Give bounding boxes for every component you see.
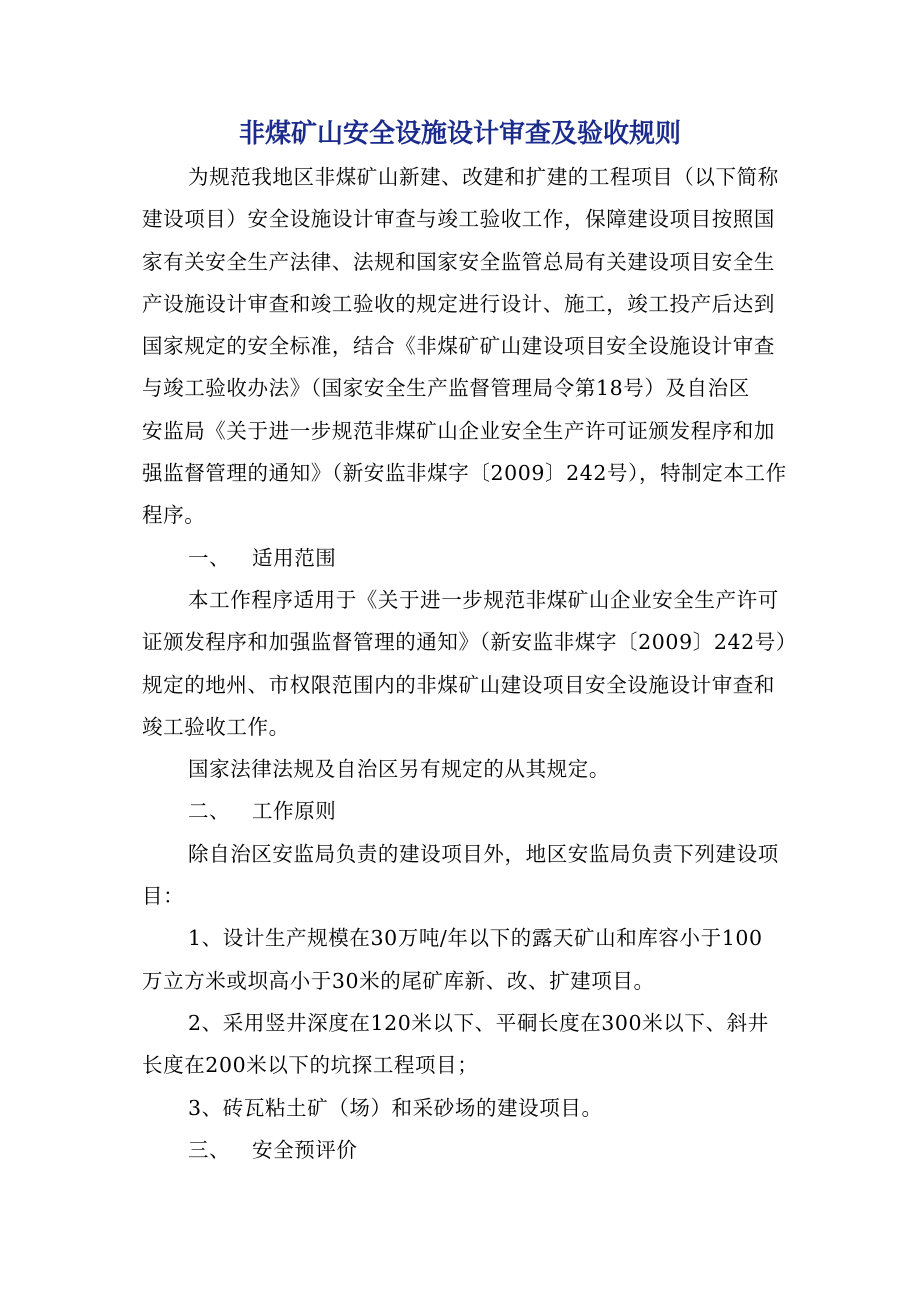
- section-heading-scope: [142, 537, 782, 579]
- paragraph-line: 竣工验收工作。: [142, 714, 290, 739]
- paragraph-line: 本工作程序适用于《关于进一步规范非煤矿山企业安全生产许可: [188, 587, 779, 612]
- paragraph-line: 程序。: [142, 503, 206, 528]
- list-item-line: 万立方米或坝高小于30米的尾矿库新、改、扩建项目。: [142, 968, 655, 993]
- paragraph-line: 证颁发程序和加强监督管理的通知》（新安监非煤字〔2009〕242号）: [142, 630, 797, 655]
- paragraph-line: 除自治区安监局负责的建设项目外，地区安监局负责下列建设项: [188, 841, 779, 866]
- paragraph-line: 国家法律法规及自治区另有规定的从其规定。: [188, 757, 610, 782]
- document-title: 非煤矿山安全设施设计审查及验收规则: [238, 119, 681, 149]
- section-heading-text: 安全预评价: [252, 1137, 358, 1162]
- section-heading-pre-evaluation: [142, 1129, 782, 1171]
- section-number: 一、: [188, 545, 231, 570]
- paragraph-line: 目：: [142, 884, 185, 909]
- paragraph-line: 建设项目）安全设施设计审查与竣工验收工作，保障建设项目按照国: [142, 207, 775, 232]
- paragraph-line: 规定的地州、市权限范围内的非煤矿山建设项目安全设施设计审查和: [142, 672, 775, 697]
- section-number: 三、: [188, 1137, 231, 1162]
- paragraph-line: 国家规定的安全标准，结合《非煤矿矿山建设项目安全设施设计审查: [142, 334, 775, 359]
- section-number: 二、: [188, 799, 231, 824]
- list-item-line: 3、砖瓦粘土矿（场）和采砂场的建设项目。: [188, 1095, 603, 1120]
- paragraph-line: 家有关安全生产法律、法规和国家安全监管总局有关建设项目安全生: [142, 249, 775, 274]
- list-item-line: 长度在200米以下的坑探工程项目；: [142, 1053, 479, 1078]
- paragraph-line: 为规范我地区非煤矿山新建、改建和扩建的工程项目（以下简称: [188, 165, 779, 189]
- paragraph-line: 安监局《关于进一步规范非煤矿山企业安全生产许可证颁发程序和加: [142, 418, 775, 443]
- list-item-line: 2、采用竖井深度在120米以下、平硐长度在300米以下、斜井: [188, 1010, 769, 1035]
- list-item-line: 1、设计生产规模在30万吨/年以下的露天矿山和库容小于100: [188, 926, 763, 951]
- paragraph-line: 产设施设计审查和竣工验收的规定进行设计、施工，竣工投产后达到: [142, 291, 775, 316]
- section-heading-text: 工作原则: [252, 799, 337, 824]
- section-heading-principles: [142, 790, 782, 832]
- paragraph-line: 与竣工验收办法》（国家安全生产监督管理局令第18号）及自治区: [142, 376, 750, 401]
- paragraph-line: 强监督管理的通知》（新安监非煤字〔2009〕242号），特制定本工作: [142, 461, 787, 486]
- section-heading-text: 适用范围: [252, 545, 337, 570]
- document-body: [142, 156, 797, 1171]
